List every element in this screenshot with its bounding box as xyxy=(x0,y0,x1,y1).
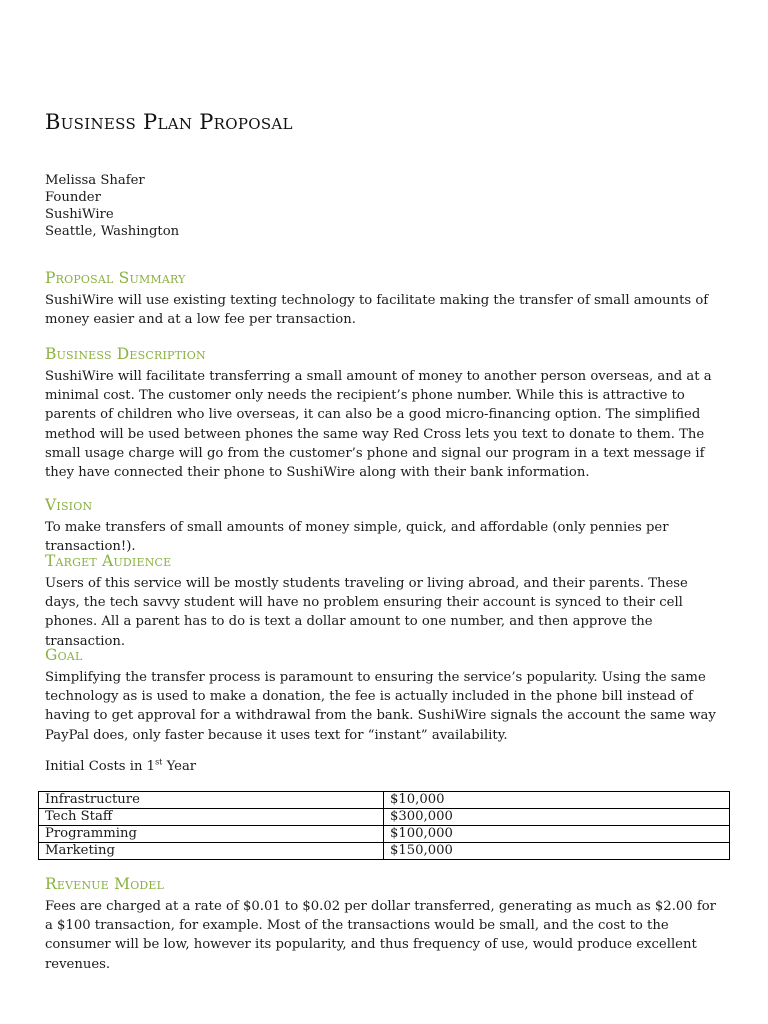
cost-item: Tech Staff xyxy=(39,809,384,826)
vision-heading: Vision xyxy=(45,496,93,514)
table-row xyxy=(39,826,730,843)
cost-item: Marketing xyxy=(39,843,384,860)
description-text: SushiWire will facilitate transferring a small amount of money to another person overseas, and at a minimal cost. The customer only needs the recipient’s phone number. While this is attractive to parents of children who live overseas, it can also be a good micro-financing option. The simplified method will be used between phones the same way Red Cross lets you text to donate to them. The small usage charge will go from the customer’s phone and signal our program in a text message if they have connected their phone to SushiWire along with their bank information. xyxy=(45,369,712,481)
cost-amount: $10,000 xyxy=(384,792,730,809)
summary-heading: Proposal Summary xyxy=(45,269,186,287)
cost-amount: $300,000 xyxy=(384,809,730,826)
table-row xyxy=(39,792,730,809)
cost-item: Infrastructure xyxy=(39,792,384,809)
author-block xyxy=(45,172,179,240)
costs-label xyxy=(45,759,196,774)
goal-heading: Goal xyxy=(45,646,83,664)
table-row xyxy=(39,843,730,860)
vision-text: To make transfers of small amounts of money simple, quick, and affordable (only pennies per transaction!). xyxy=(45,520,669,555)
author-location: Seattle, Washington xyxy=(45,224,180,239)
description-heading: Business Description xyxy=(45,345,206,363)
costs-label-suffix: Year xyxy=(162,759,197,774)
revenue-text: Fees are charged at a rate of $0.01 to $0.02 per dollar transferred, generating as much as $2.00 for a $100 transaction, for example. Most of the transactions would be small, and the cost to the consumer will be low, however its popularity, and thus frequency of use, would produce excellent revenues. xyxy=(45,899,716,972)
cost-amount: $100,000 xyxy=(384,826,730,843)
revenue-heading: Revenue Model xyxy=(45,875,165,893)
goal-text: Simplifying the transfer process is paramount to ensuring the service’s popularity. Using the same technology as is used to make a donation, the fee is actually included in the phone bill instead of having to get approval for a withdrawal from the bank. SushiWire signals the account the same way PayPal does, only faster because it uses text for “instant” availability. xyxy=(45,670,716,743)
author-role: Founder xyxy=(45,190,101,205)
costs-table xyxy=(38,791,730,860)
author-name: Melissa Shafer xyxy=(45,173,145,188)
author-company: SushiWire xyxy=(45,207,114,222)
audience-heading: Target Audience xyxy=(45,552,172,570)
document-title: Business Plan Proposal xyxy=(45,110,293,134)
audience-text: Users of this service will be mostly students traveling or living abroad, and their parents. These days, the tech savvy student will have no problem ensuring their account is synced to their cell phones. All a parent has to do is text a dollar amount to one number, and then approve the transaction. xyxy=(45,576,688,649)
cost-item: Programming xyxy=(39,826,384,843)
cost-amount: $150,000 xyxy=(384,843,730,860)
costs-label-prefix: Initial Costs in 1 xyxy=(45,759,156,774)
table-row xyxy=(39,809,730,826)
summary-text: SushiWire will use existing texting technology to facilitate making the transfer of small amounts of money easier and at a low fee per transaction. xyxy=(45,293,709,328)
costs-label-sup: st xyxy=(155,757,163,767)
